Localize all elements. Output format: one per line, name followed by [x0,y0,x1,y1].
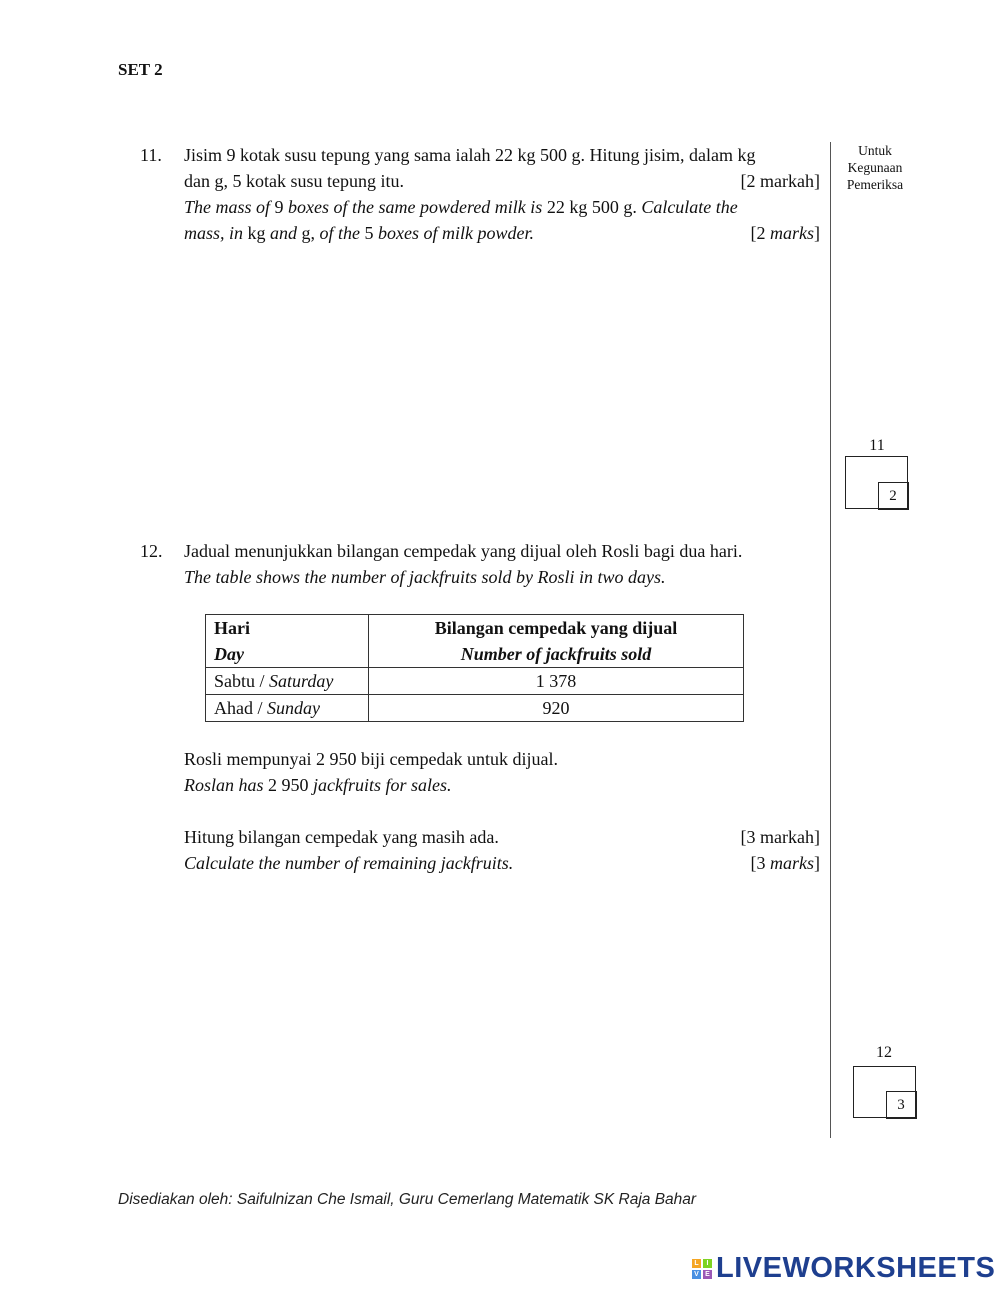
header-day: Hari Day [206,615,369,668]
q12-en-marks: [3 marks] [750,853,820,873]
q11-score-number: 11 [869,437,885,454]
q12-score-box[interactable] [853,1066,916,1118]
q11-score-max: 2 [878,482,909,510]
examiner-label: Untuk Kegunaan Pemeriksa [846,143,904,192]
liveworksheets-logo[interactable] [692,1252,995,1285]
liveworksheets-wordmark: LIVEWORKSHEETS [716,1252,996,1284]
q12-ms-line1: Jadual menunjukkan bilangan cempedak yang dijual oleh Rosli bagi dua hari. [184,541,743,561]
q12-info [184,746,820,798]
row-day: Ahad / Sunday [206,695,369,722]
q12-ms-marks: [3 markah] [740,827,820,847]
q11-ms-line1: Jisim 9 kotak susu tepung yang sama ialah 22 kg 500 g. Hitung jisim, dalam kg [184,145,756,165]
q12-info-ms: Rosli mempunyai 2 950 biji cempedak untuk dijual. [184,749,558,769]
table-header-row [206,615,744,668]
row-day: Sabtu / Saturday [206,668,369,695]
table-row [206,668,744,695]
q11-en-line1: The mass of 9 boxes of the same powdered milk is 22 kg 500 g. Calculate the [184,197,738,217]
q12-score-number: 12 [876,1044,892,1061]
jackfruit-table [205,614,744,722]
q12-info-en: Roslan has 2 950 jackfruits for sales. [184,775,452,795]
q11-ms-line2: dan g, 5 kotak susu tepung itu. [2 markah] [184,168,820,194]
header-count: Bilangan cempedak yang dijual Number of jackfruits sold [369,615,744,668]
q11-en-marks: [2 marks] [750,223,820,243]
row-count: 1 378 [369,668,744,695]
q12-task-en: Calculate the number of remaining jackfruits. [3 marks] [184,850,820,876]
q11-text [184,142,820,246]
table-row [206,695,744,722]
q12-en-line1: The table shows the number of jackfruits sold by Rosli in two days. [184,567,666,587]
q12-score-max: 3 [886,1091,917,1119]
liveworksheets-icon: L I V E [692,1259,712,1279]
q12-intro [184,538,820,590]
q12-task [184,824,820,876]
margin-rule [830,142,831,1138]
q11-ms-marks: [2 markah] [740,171,820,191]
footer-credit: Disediakan oleh: Saifulnizan Che Ismail, Guru Cemerlang Matematik SK Raja Bahar [118,1191,697,1208]
q11-score-box[interactable] [845,456,908,509]
row-count: 920 [369,695,744,722]
q12-number: 12. [140,541,163,561]
q11-number: 11. [140,145,162,165]
q11-en-line2: mass, in kg and g, of the 5 boxes of milk powder. [2 marks] [184,220,820,246]
set-label: SET 2 [118,60,163,79]
q12-task-ms: Hitung bilangan cempedak yang masih ada. [3 markah] [184,824,820,850]
